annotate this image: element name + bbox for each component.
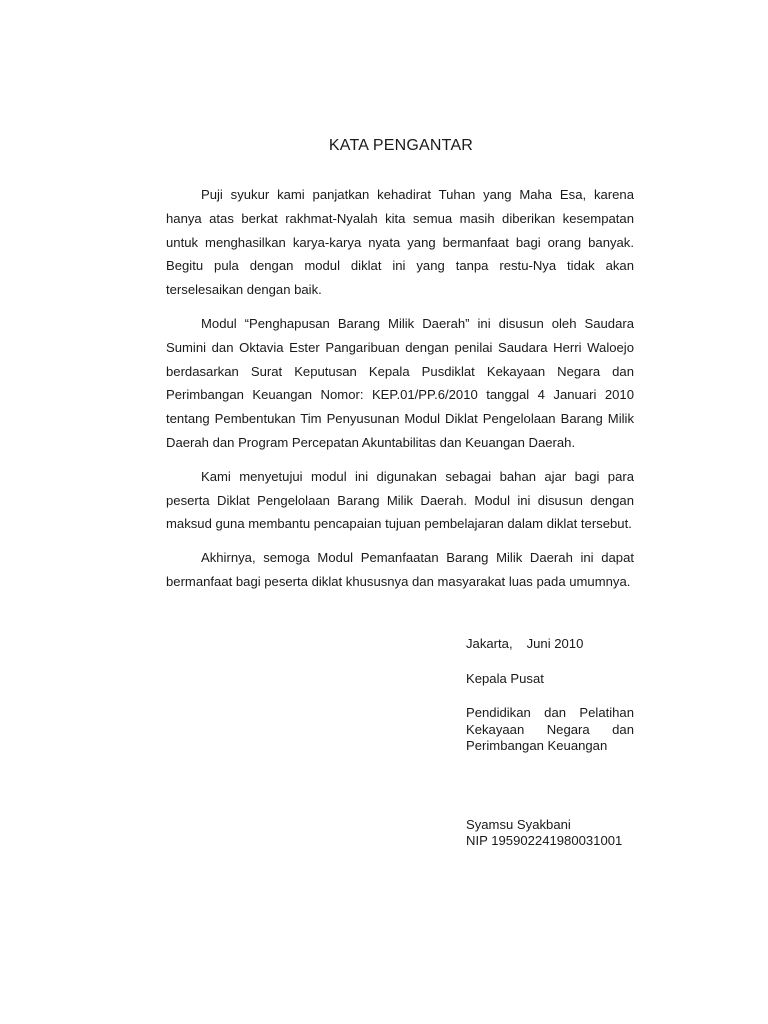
signature-position: Kepala Pusat bbox=[466, 670, 544, 686]
signature-city: Jakarta, bbox=[466, 636, 513, 651]
paragraph-2: Modul “Penghapusan Barang Milik Daerah” ini disusun oleh Saudara Sumini dan Oktavia Ester Pangaribuan dengan penilai Saudara Herri Waloejo berdasarkan Surat Keputusan Kepala Pusdiklat Kekayaan Negara dan Perimbangan Keuangan Nomor: KEP.01/PP.6/2010 tanggal 4 Januari 2010 tentang Pembentukan Tim Penyusunan Modul Diklat Pengelolaan Barang Milik Daerah dan Program Percepatan Akuntabilitas dan Keuangan Daerah. bbox=[166, 315, 634, 450]
signatory-name: Syamsu Syakbani bbox=[466, 816, 571, 832]
document-body bbox=[166, 183, 634, 604]
page-title: KATA PENGANTAR bbox=[328, 137, 474, 154]
signatory-nip: NIP 195902241980031001 bbox=[466, 833, 623, 848]
signature-institution: Pendidikan dan Pelatihan Kekayaan Negara dan Perimbangan Keuangan bbox=[466, 705, 634, 753]
signature-month-year: Juni 2010 bbox=[526, 636, 584, 651]
paragraph-1: Puji syukur kami panjatkan kehadirat Tuhan yang Maha Esa, karena hanya atas berkat rakhmat-Nyalah kita semua masih diberikan kesempatan untuk menghasilkan karya-karya nyata yang bermanfaat bagi orang banyak. Begitu pula dengan modul diklat ini yang tanpa restu-Nya tidak akan terselesaikan dengan baik. bbox=[166, 187, 634, 298]
paragraph-3: Kami menyetujui modul ini digunakan sebagai bahan ajar bagi para peserta Diklat Pengelolaan Barang Milik Daerah. Modul ini disusun dengan maksud guna membantu pencapaian tujuan pembelajaran dalam diklat tersebut. bbox=[166, 468, 634, 532]
signature-date bbox=[466, 636, 634, 653]
signature-block bbox=[466, 636, 634, 850]
paragraph-4: Akhirnya, semoga Modul Pemanfaatan Barang Milik Daerah ini dapat bermanfaat bagi peserta diklat khususnya dan masyarakat luas pada umumnya. bbox=[166, 550, 634, 589]
